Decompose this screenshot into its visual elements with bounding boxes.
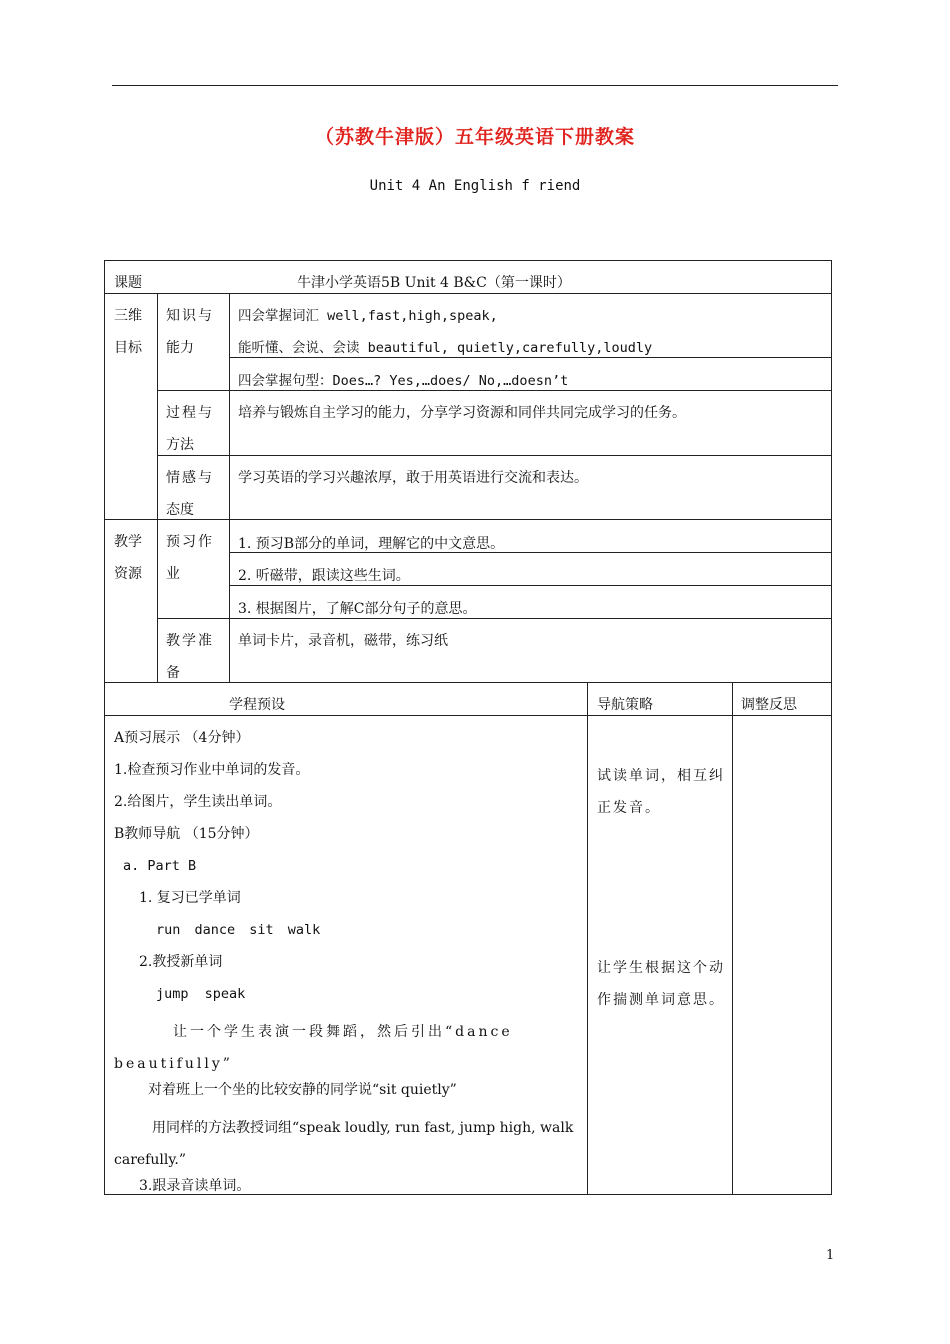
header-rule: [112, 85, 838, 86]
resources-label-line-2: 资源: [114, 566, 142, 582]
emotion-label-line-2: 态度: [166, 502, 194, 518]
plan-line: 2.教授新单词: [139, 954, 223, 970]
preview-label-line-2: 业: [166, 566, 180, 582]
plan-line: jump speak: [156, 986, 246, 1002]
preview-item: 3. 根据图片，了解C部分句子的意思。: [238, 601, 477, 617]
goals-label-line-1: 三维: [114, 308, 142, 324]
strategy-text: 让学生根据这个动作揣测单词意思。: [597, 960, 725, 1008]
column-header-strategy: 导航策略: [597, 697, 653, 713]
process-label-line-1: 过程与: [166, 405, 214, 421]
preview-item: 2. 听磁带，跟读这些生词。: [238, 568, 410, 584]
page-number: 1: [826, 1248, 835, 1263]
topic-value: 牛津小学英语5B Unit 4 B&C（第一课时）: [297, 275, 571, 291]
preview-item: 1. 预习B部分的单词，理解它的中文意思。: [238, 536, 505, 552]
plan-line: 让一个学生表演一段舞蹈，然后引出“dance beautifully”: [114, 1024, 513, 1072]
knowledge-line-3: 四会掌握句型：Does…? Yes,…does/ No,…doesn’t: [238, 373, 569, 389]
plan-line: 对着班上一个坐的比较安静的同学说“sit quietly”: [148, 1082, 457, 1098]
plan-line: run dance sit walk: [156, 922, 321, 938]
plan-line: 3.跟录音读单词。: [139, 1178, 251, 1194]
process-label-line-2: 方法: [166, 437, 194, 453]
knowledge-label-line-2: 能力: [166, 340, 194, 356]
prep-text: 单词卡片，录音机，磁带，练习纸: [238, 633, 448, 649]
plan-line: A预习展示 （4分钟）: [114, 730, 250, 746]
plan-line: 2.给图片，学生读出单词。: [114, 794, 282, 810]
plan-line: 用同样的方法教授词组“speak loudly, run fast, jump high, walk carefully.”: [114, 1120, 574, 1168]
knowledge-line-2: 能听懂、会说、会读 beautiful, quietly,carefully,loudly: [238, 340, 653, 356]
document-title: （苏教牛津版）五年级英语下册教案: [314, 126, 635, 148]
emotion-label-line-1: 情感与: [166, 470, 214, 486]
column-header-plan: 学程预设: [229, 697, 285, 713]
process-method-text: 培养与锻炼自主学习的能力，分享学习资源和同伴共同完成学习的任务。: [238, 405, 686, 421]
prep-label-line-1: 教学准: [166, 633, 214, 649]
prep-label-line-2: 备: [166, 665, 180, 681]
strategy-text: 试读单词，相互纠正发音。: [597, 768, 725, 816]
plan-line: 1.检查预习作业中单词的发音。: [114, 762, 310, 778]
lesson-plan-table: [104, 260, 832, 1195]
column-header-reflection: 调整反思: [741, 697, 797, 713]
goals-label-line-2: 目标: [114, 340, 142, 356]
document-subtitle: Unit 4 An English f riend: [369, 178, 581, 194]
plan-line: B教师导航 （15分钟）: [114, 826, 259, 842]
resources-label-line-1: 教学: [114, 534, 142, 550]
knowledge-label-line-1: 知识与: [166, 308, 214, 324]
plan-line: 1. 复习已学单词: [139, 890, 241, 906]
knowledge-line-1: 四会掌握词汇 well,fast,high,speak,: [238, 308, 498, 324]
plan-line: a. Part B: [123, 858, 197, 874]
topic-label: 课题: [114, 275, 142, 291]
preview-label-line-1: 预习作: [166, 534, 214, 550]
emotion-attitude-text: 学习英语的学习兴趣浓厚，敢于用英语进行交流和表达。: [238, 470, 588, 486]
